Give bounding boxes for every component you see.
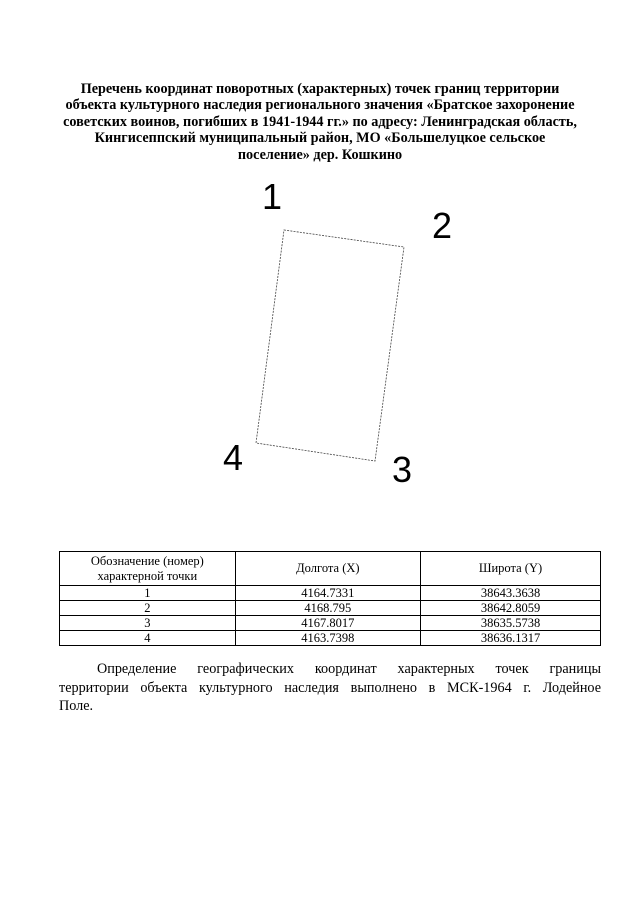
point-label-1: 1 bbox=[262, 176, 283, 217]
point-label-4: 4 bbox=[223, 437, 244, 478]
cell-y: 38636.1317 bbox=[421, 631, 601, 646]
table-row bbox=[60, 616, 601, 631]
cell-x: 4163.7398 bbox=[235, 631, 420, 646]
boundary-outline bbox=[256, 230, 404, 461]
document-title bbox=[58, 81, 582, 163]
coordinates-table bbox=[59, 551, 601, 646]
title-line: Кингисеппский муниципальный район, МО «Большелуцкое сельское bbox=[94, 130, 546, 147]
cell-y: 38643.3638 bbox=[421, 586, 601, 601]
title-line: объекта культурного наследия регионального значения «Братское захоронение bbox=[65, 97, 575, 114]
cell-point: 4 bbox=[60, 631, 236, 646]
point-label-3: 3 bbox=[392, 449, 413, 490]
cell-x: 4164.7331 bbox=[235, 586, 420, 601]
cell-y: 38635.5738 bbox=[421, 616, 601, 631]
title-line: Перечень координат поворотных (характерных) точек границ территории bbox=[80, 81, 560, 97]
cell-x: 4168.795 bbox=[235, 601, 420, 616]
note-line: Поле. bbox=[59, 698, 94, 714]
cell-point: 1 bbox=[60, 586, 236, 601]
table-row bbox=[60, 631, 601, 646]
point-label-2: 2 bbox=[432, 205, 453, 246]
cell-y: 38642.8059 bbox=[421, 601, 601, 616]
note-line: территории объекта культурного наследия выполнено в МСК-1964 г. Лодейное bbox=[59, 679, 601, 696]
title-line: советских воинов, погибших в 1941-1944 гг.» по адресу: Ленинградская область, bbox=[63, 113, 577, 130]
header-latitude: Широта (Y) bbox=[421, 552, 601, 586]
table-header-row bbox=[60, 552, 601, 586]
header-longitude: Долгота (X) bbox=[235, 552, 420, 586]
note-line: Определение географических координат характерных точек границы bbox=[97, 661, 601, 677]
table-row bbox=[60, 586, 601, 601]
coordinate-system-note bbox=[59, 660, 601, 716]
header-point-number: Обозначение (номер) характерной точки bbox=[60, 552, 236, 586]
cell-point: 3 bbox=[60, 616, 236, 631]
cell-point: 2 bbox=[60, 601, 236, 616]
table-row bbox=[60, 601, 601, 616]
cell-x: 4167.8017 bbox=[235, 616, 420, 631]
title-line: поселение» дер. Кошкино bbox=[237, 146, 403, 163]
